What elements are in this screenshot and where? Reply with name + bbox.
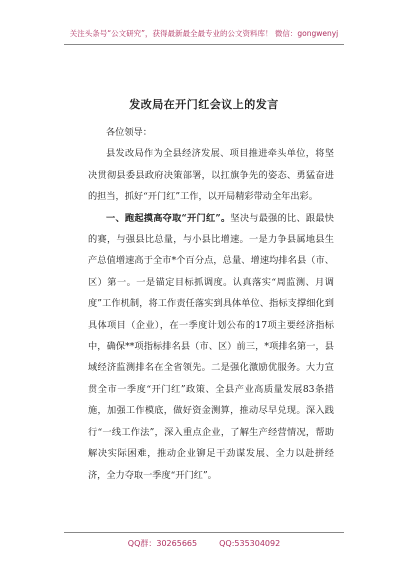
section-1-paragraph (88, 208, 334, 486)
page-title: 发改局在开门红会议上的发言 (129, 98, 279, 111)
intro-paragraph: 县发改局作为全县经济发展、项目推进牵头单位，将坚决贯彻县委县政府决策部署，以扛旗争先的姿态、勇猛奋进的担当，抓好“开门红”工作，以开局精彩带动全年出彩。 (88, 148, 334, 203)
document-body (88, 122, 334, 486)
salutation: 各位领导： (106, 127, 152, 138)
footer-divider (64, 532, 344, 533)
footer-qq-group: QQ群：30265665 (127, 539, 198, 548)
header-note: 关注头条号“公文研究”，获得最新最全最专业的公文资料库！ 微信：gongwenyj (69, 29, 339, 38)
footer-qq: QQ:535304092 (219, 539, 281, 548)
footer (0, 538, 408, 549)
section-1-text: 坚决与最强的比、跟最快的赛，与强县比总量，与小县比增速。一是力争县属地县生产总值增速高于全市*个百分点，总量、增速均排名县（市、区）第一。一是锚定目标抓调度。认真落实“周监测、月调度”工作机制，将工作责任落实到具体单位、指标支撑细化到具体项目（企业），在一季度计划公布的17项主要经济指标中，确保**项指标排名县（市、区）前三，*项排名第一，县域经济监测排名在全省领先。二是强化激励优服务。大力宣贯全市一季度“开门红”政策、全县产业高质量发展83条措施，加强工作模底，做好资金测算，推动尽早兑现。深入践行“一线工作法”，深入重点企业，了解生产经营情况，帮助解决实际困难，推动企业铆足干劲谋发展、全力以赴拼经济，全力夺取一季度“开门红”。 (88, 212, 334, 481)
section-1-heading: 一、跑起摸高夺取“开门红”。 (106, 212, 231, 224)
header-divider (64, 44, 344, 45)
